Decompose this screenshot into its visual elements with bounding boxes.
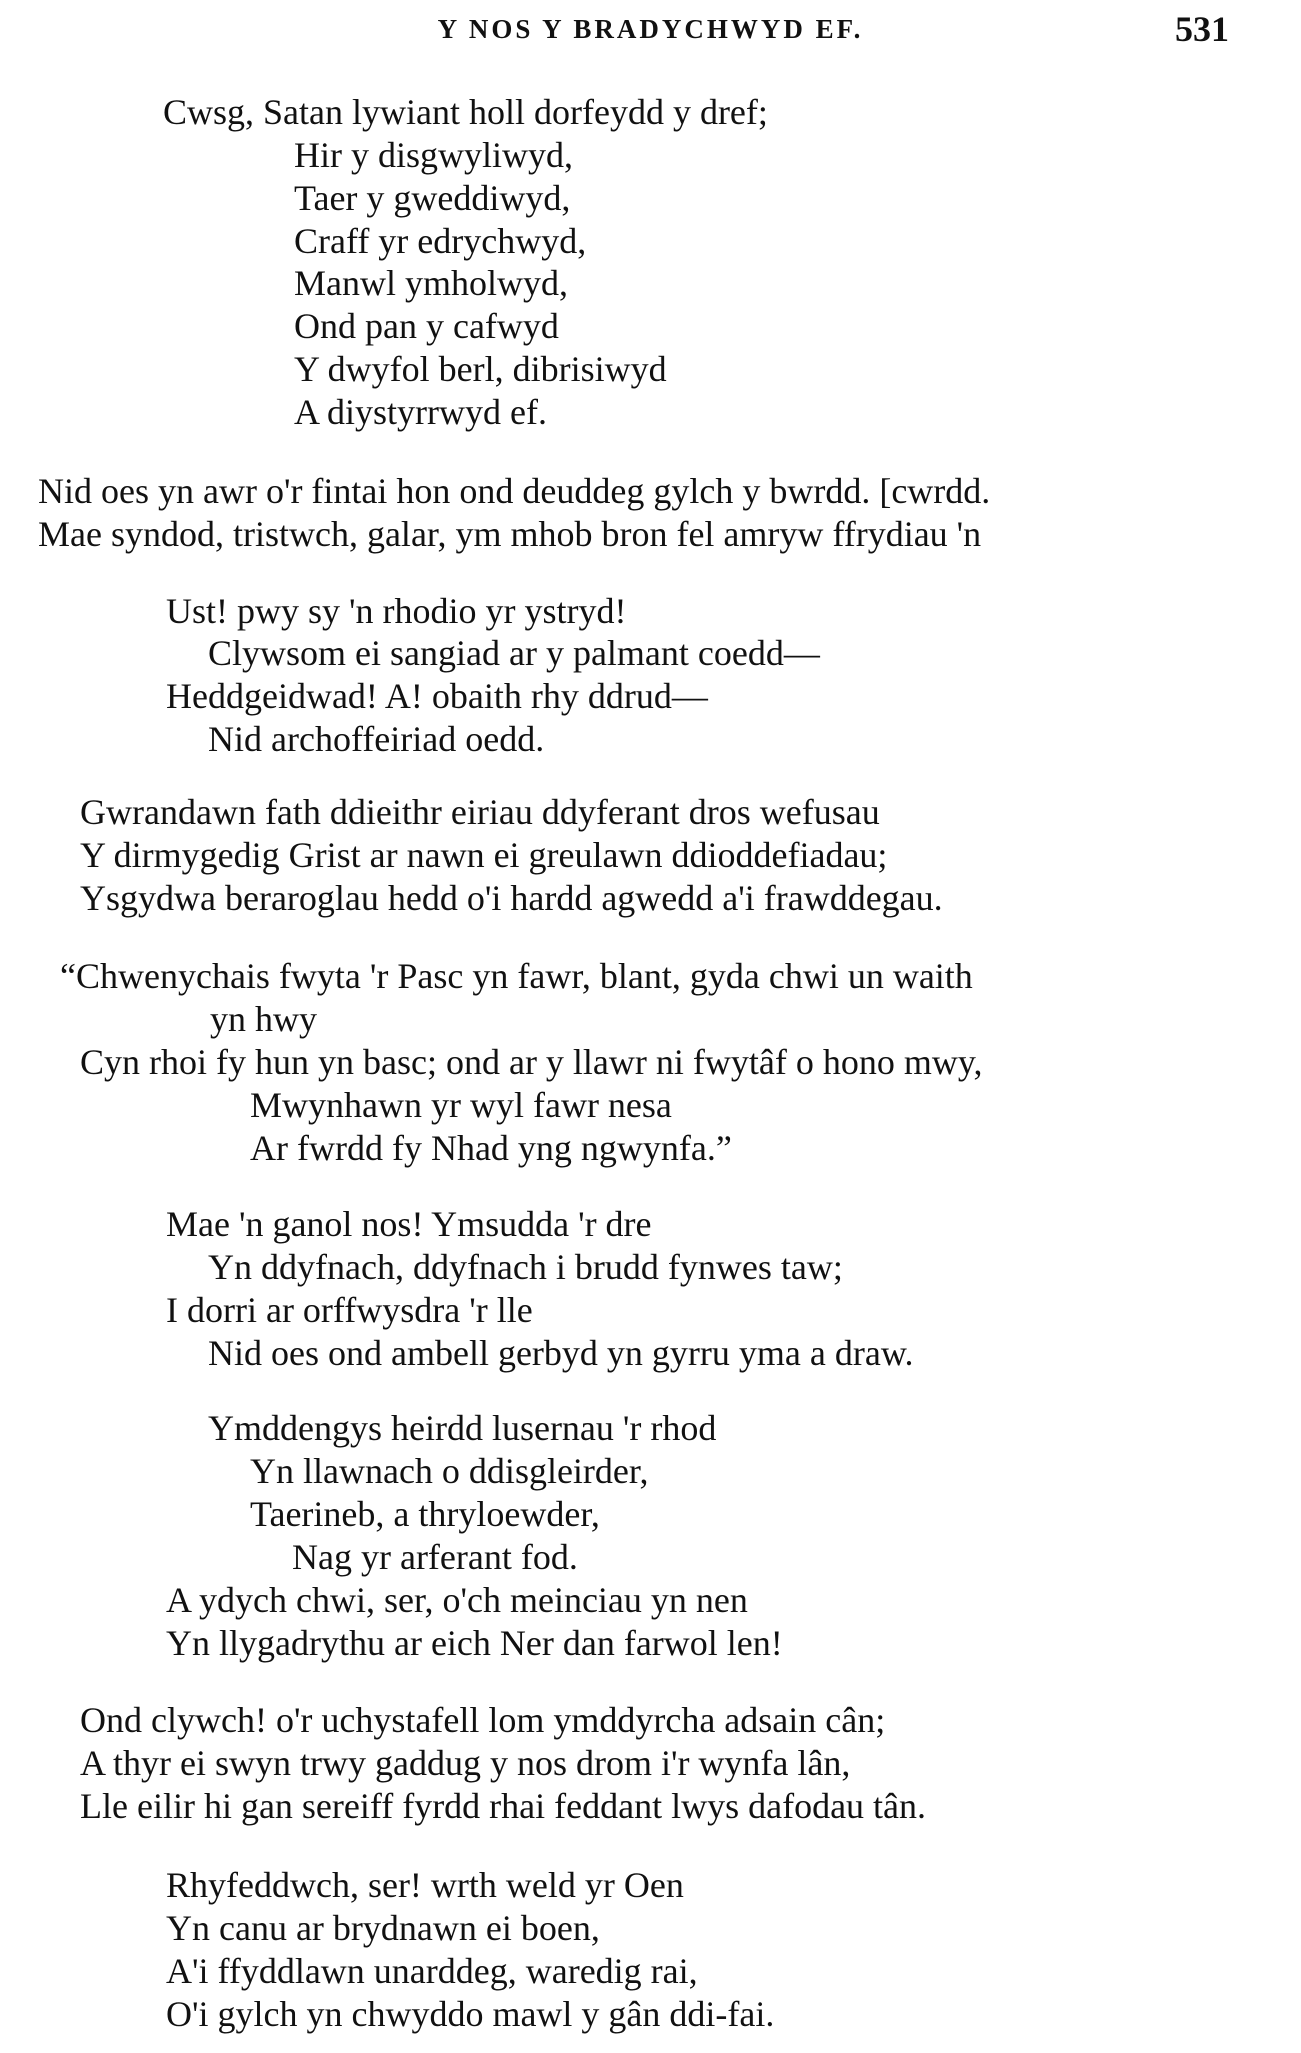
poem-line: Craff yr edrychwyd,	[294, 221, 587, 261]
poem-line: Y dirmygedig Grist ar nawn ei greulawn ddioddefiadau;	[80, 835, 888, 875]
poem-line: A'i ffyddlawn unarddeg, waredig rai,	[166, 1951, 698, 1991]
poem-line: Nid archoffeiriad oedd.	[208, 719, 545, 759]
poem-line: Ysgydwa beraroglau hedd o'i hardd agwedd a'i frawddegau.	[80, 878, 943, 918]
poem-line: Yn ddyfnach, ddyfnach i brudd fynwes taw;	[208, 1247, 843, 1287]
poem-line: Ust! pwy sy 'n rhodio yr ystryd!	[166, 591, 627, 631]
poem-line: Taer y gweddiwyd,	[294, 178, 571, 218]
running-header: Y NOS Y BRADYCHWYD EF.	[437, 14, 864, 44]
poem-line: A diystyrrwyd ef.	[294, 392, 547, 432]
poem-line: Clywsom ei sangiad ar y palmant coedd—	[208, 633, 820, 673]
poem-line: O'i gylch yn chwyddo mawl y gân ddi-fai.	[166, 1994, 775, 2034]
poem-line: Nid oes ond ambell gerbyd yn gyrru yma a draw.	[208, 1333, 914, 1373]
poem-line: Nag yr arferant fod.	[292, 1537, 578, 1577]
poem-line: Rhyfeddwch, ser! wrth weld yr Oen	[166, 1865, 684, 1905]
poem-line: Yn canu ar brydnawn ei boen,	[166, 1908, 600, 1948]
poem-line: Mae syndod, tristwch, galar, ym mhob bron fel amryw ffrydiau 'n	[38, 514, 982, 554]
poem-line: Manwl ymholwyd,	[294, 263, 568, 303]
poem-line: Yn llawnach o ddisgleirder,	[250, 1451, 649, 1491]
poem-line: yn hwy	[210, 999, 317, 1039]
poem-line: Gwrandawn fath ddieithr eiriau ddyferant dros wefusau	[80, 792, 880, 832]
poem-line: “Chwenychais fwyta 'r Pasc yn fawr, blant, gyda chwi un waith	[60, 956, 973, 996]
poem-line: Lle eilir hi gan sereiff fyrdd rhai feddant lwys dafodau tân.	[80, 1786, 927, 1826]
poem-line: Cwsg, Satan lywiant holl dorfeydd y dref;	[163, 92, 768, 132]
poem-line: Heddgeidwad! A! obaith rhy ddrud—	[166, 676, 708, 716]
poem-line: Cyn rhoi fy hun yn basc; ond ar y llawr ni fwytâf o hono mwy,	[80, 1042, 983, 1082]
poem-line: I dorri ar orffwysdra 'r lle	[166, 1290, 533, 1330]
poem-line: A thyr ei swyn trwy gaddug y nos drom i'r wynfa lân,	[80, 1743, 851, 1783]
poem-line: Mwynhawn yr wyl fawr nesa	[250, 1085, 672, 1125]
poem-line: Taerineb, a thryloewder,	[250, 1494, 600, 1534]
poem-line: Hir y disgwyliwyd,	[294, 135, 573, 175]
poem-line: Ymddengys heirdd lusernau 'r rhod	[208, 1408, 717, 1448]
poem-line: Yn llygadrythu ar eich Ner dan farwol len!	[166, 1623, 783, 1663]
poem-line: Nid oes yn awr o'r fintai hon ond deuddeg gylch y bwrdd. [cwrdd.	[38, 471, 991, 511]
poem-line: Mae 'n ganol nos! Ymsudda 'r dre	[166, 1204, 652, 1244]
poem-line: Y dwyfol berl, dibrisiwyd	[294, 349, 667, 389]
poem-line: Ond clywch! o'r uchystafell lom ymddyrcha adsain cân;	[80, 1700, 886, 1740]
poem-line: Ond pan y cafwyd	[294, 306, 559, 346]
page-number: 531	[1175, 9, 1229, 49]
poem-line: Ar fwrdd fy Nhad yng ngwynfa.”	[250, 1128, 732, 1168]
poem-line: A ydych chwi, ser, o'ch meinciau yn nen	[166, 1580, 748, 1620]
